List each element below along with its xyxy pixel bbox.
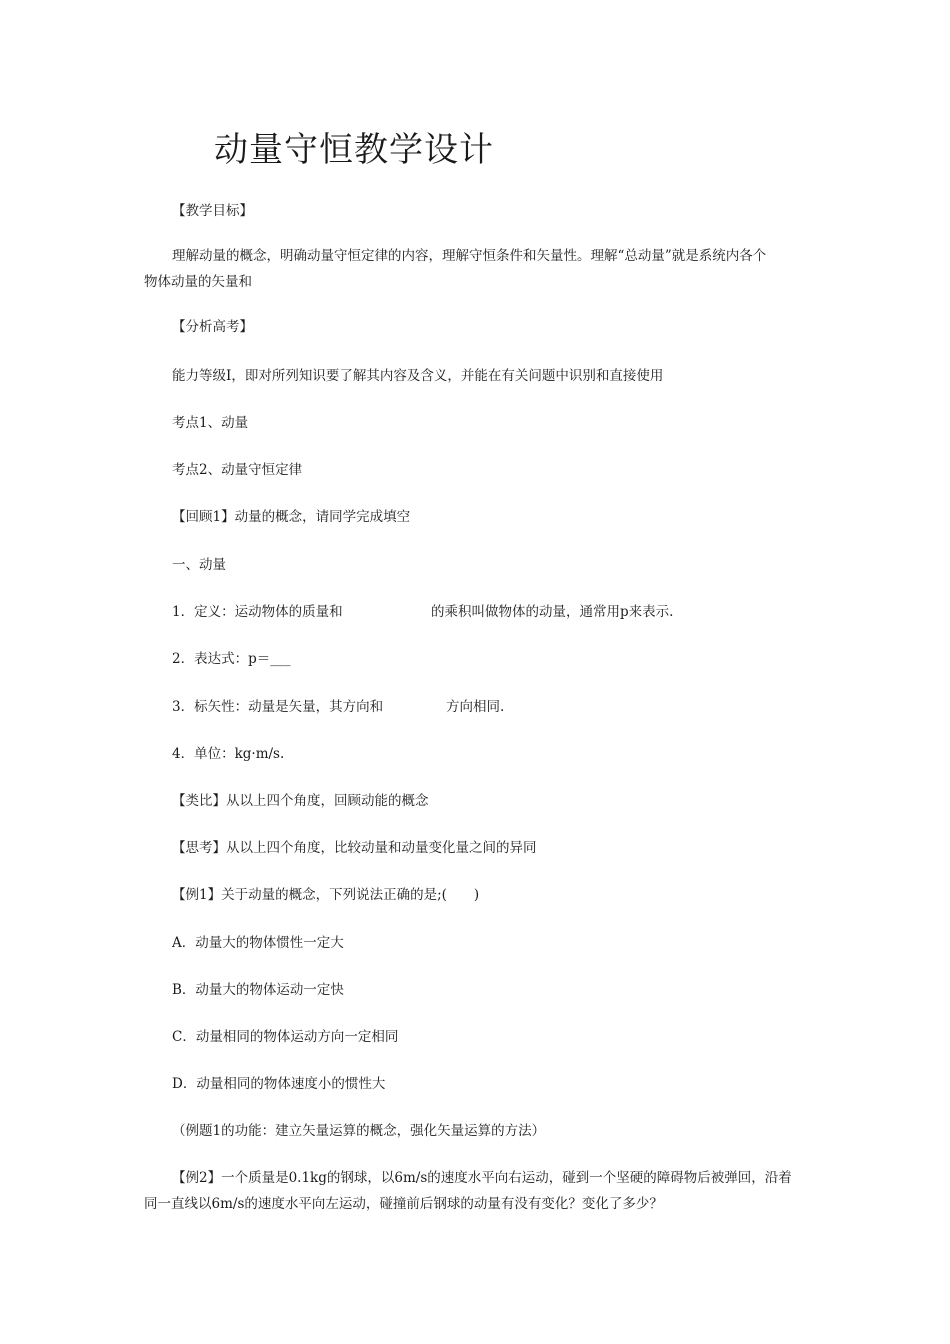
goal-paragraph-line-2: 物体动量的矢量和 xyxy=(144,274,252,290)
thinking-heading: 【思考】从以上四个角度，比较动量和动量变化量之间的异同 xyxy=(172,840,537,856)
document-title: 动量守恒教学设计 xyxy=(214,130,494,170)
exam-point-1: 考点1、动量 xyxy=(172,415,249,431)
example-1-question: 【例1】关于动量的概念，下列说法正确的是;( ) xyxy=(172,887,480,903)
example-2-line-2: 同一直线以6m/s的速度水平向左运动，碰撞前后钢球的动量有没有变化？变化了多少？ xyxy=(144,1196,663,1212)
example-1-option-a: A．动量大的物体惯性一定大 xyxy=(172,935,344,951)
example-2-line-1: 【例2】一个质量是0.1kg的钢球，以6m/s的速度水平向右运动，碰到一个坚硬的障碍物后被弹回，沿着 xyxy=(172,1170,792,1186)
section-heading-teaching-goals: 【教学目标】 xyxy=(172,203,253,219)
example-1-option-d: D．动量相同的物体速度小的惯性大 xyxy=(172,1076,386,1092)
definition-line-part-2: 的乘积叫做物体的动量，通常用p来表示. xyxy=(431,604,674,620)
example-1-function-note: （例题1的功能：建立矢量运算的概念，强化矢量运算的方法） xyxy=(172,1123,546,1139)
vector-line-part-1: 3．标矢性：动量是矢量，其方向和 xyxy=(172,699,384,715)
expression-line: 2．表达式：p＝___ xyxy=(172,651,291,667)
example-1-option-b: B．动量大的物体运动一定快 xyxy=(172,982,344,998)
exam-point-2: 考点2、动量守恒定律 xyxy=(172,462,303,478)
review-1-heading: 【回顾1】动量的概念，请同学完成填空 xyxy=(172,509,411,525)
section-momentum: 一、动量 xyxy=(172,557,226,573)
vector-line-part-2: 方向相同. xyxy=(446,699,505,715)
analogy-heading: 【类比】从以上四个角度，回顾动能的概念 xyxy=(172,793,429,809)
ability-level-text: 能力等级Ⅰ，即对所列知识要了解其内容及含义，并能在有关问题中识别和直接使用 xyxy=(172,368,664,384)
unit-line: 4．单位：kg·m/s. xyxy=(172,746,285,762)
goal-paragraph-line-1: 理解动量的概念，明确动量守恒定律的内容，理解守恒条件和矢量性。理解“总动量”就是系统内各个 xyxy=(172,248,767,264)
definition-line-part-1: 1．定义：运动物体的质量和 xyxy=(172,604,343,620)
example-1-option-c: C．动量相同的物体运动方向一定相同 xyxy=(172,1029,399,1045)
section-heading-exam-analysis: 【分析高考】 xyxy=(172,319,253,335)
